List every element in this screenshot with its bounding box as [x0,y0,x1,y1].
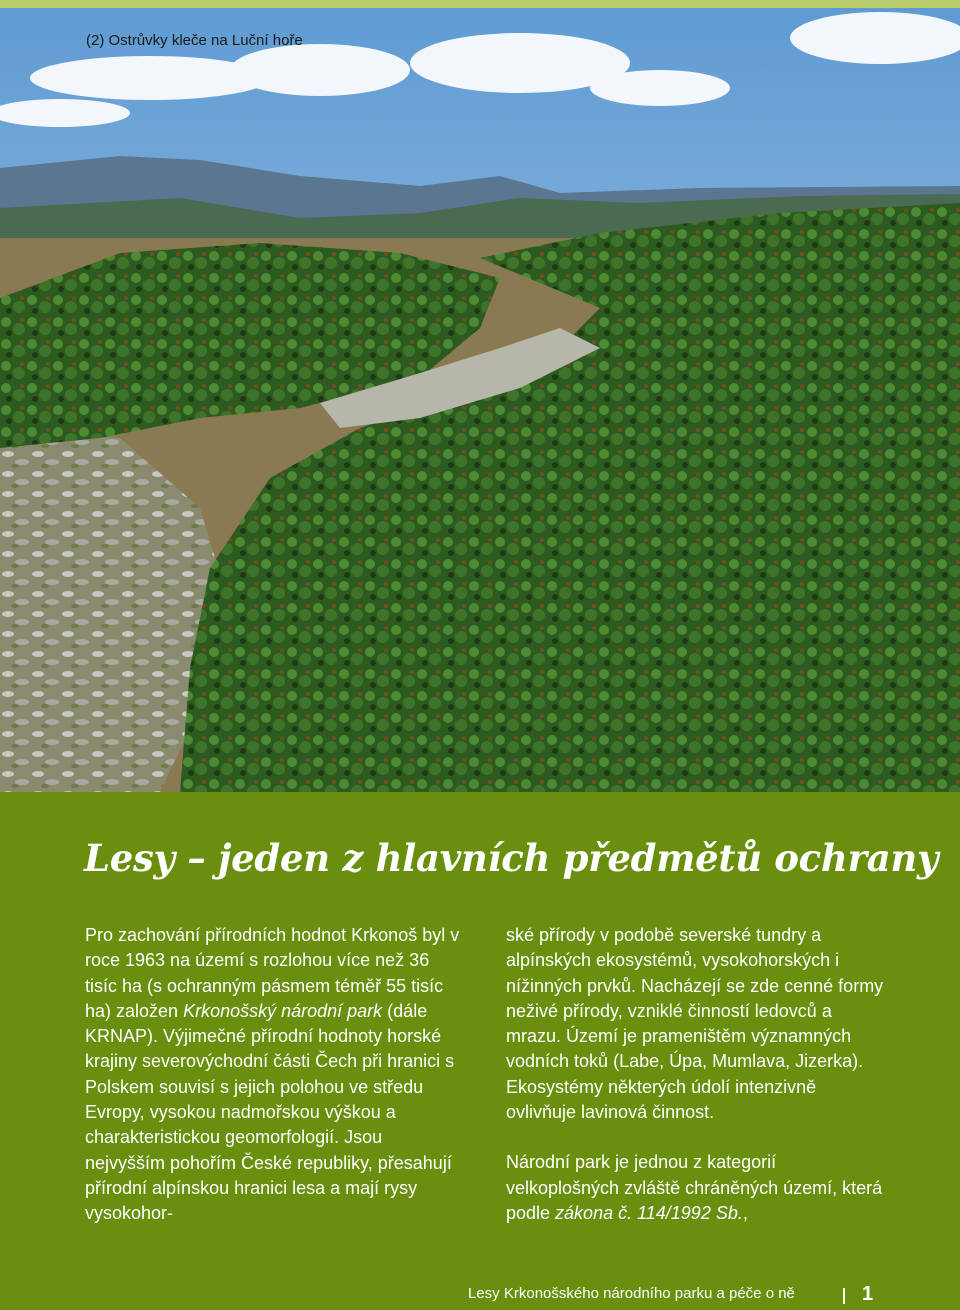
footer-separator [843,1288,845,1304]
text-column-left [85,923,465,1227]
paragraph: ské přírody v podobě severské tundry a alpínských ekosystémů, vysokohorských i nížinných prvků. Nacházejí se zde cenné formy neživé přírody, vzniklé činností ledovců a mrazu. Území je prameništěm významných vodních toků (Labe, Úpa, Mumlava, Jizerka). Ekosystémy některých údolí intenzivně ovlivňuje lavinová činnost. [506,925,884,1123]
law-reference: zákona č. 114/1992 Sb. [555,1202,743,1223]
top-stripe [0,0,960,8]
text-run: , [742,1202,748,1223]
paragraph [506,1150,886,1226]
section-heading: Lesy – jeden z hlavních předmětů ochrany [84,836,939,880]
text-column-right [506,923,886,1226]
running-footer: Lesy Krkonošského národního parku a péče o ně [468,1285,795,1302]
text-run: (dále KRNAP). Výjimečné přírodní hodnoty horské krajiny severovýchodní části Čech při hranici s Polskem souvisí s jejich polohou ve středu Evropy, vysokou nadmořskou výškou a charakteristickou geomorfologií. Jsou nejvyšším pohořím České republiky, přesahují přírodní alpínskou hranici lesa a mají rysy vysokohor- [85,1000,455,1224]
landscape-photo [0,8,960,792]
text-run: Pro zachování přírodních hodnot Krkonoš byl v roce 1963 na území s rozlohou více než 36 tisíc ha (s ochranným pásmem téměř 55 tisíc ha) založen [85,925,460,1021]
photo-caption: (2) Ostrůvky kleče na Luční hoře [86,32,303,49]
park-name: Krkonošský národní park [183,1000,383,1021]
text-run: Národní park je jednou z kategorií velkoplošných zvláště chráněných území, která podle [506,1152,883,1223]
paragraph [85,923,465,1227]
page-number: 1 [862,1283,874,1305]
